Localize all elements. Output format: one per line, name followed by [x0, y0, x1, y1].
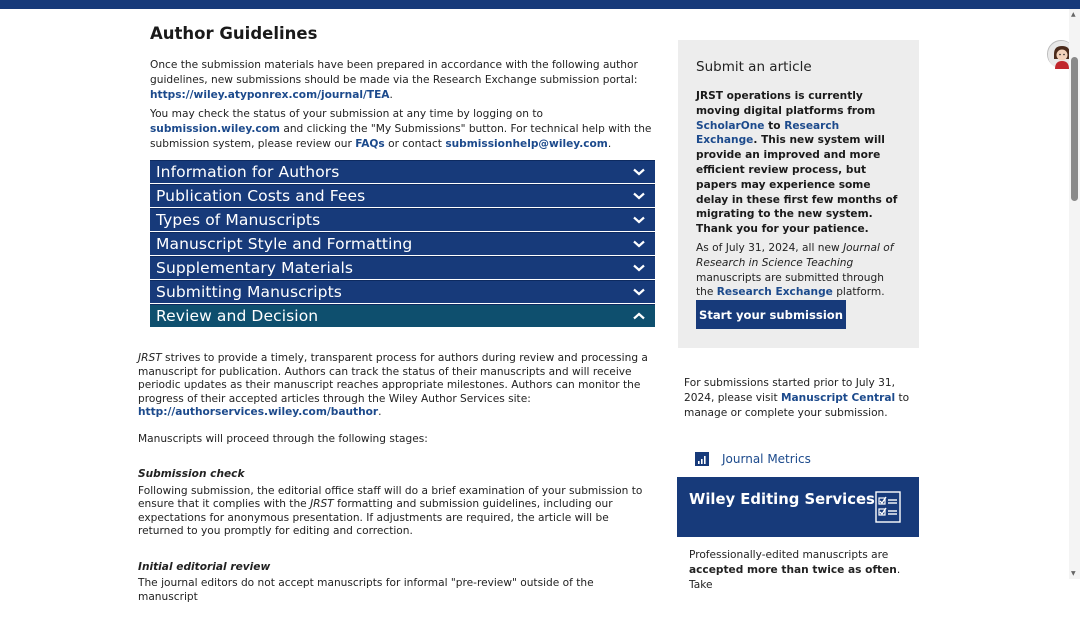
intro-paragraph-1 — [150, 58, 656, 103]
accordion-label: Types of Manuscripts — [156, 211, 321, 229]
review-decision-content — [138, 352, 650, 617]
journal-metrics-label: Journal Metrics — [722, 452, 811, 466]
accordion-label: Publication Costs and Fees — [156, 187, 366, 205]
notice-text: to — [764, 119, 785, 132]
intro-text: and clicking the "My Submissions" button. For technical help with the submission system, please review our — [150, 123, 652, 150]
submission-portal-link[interactable]: https://wiley.atyponrex.com/journal/TEA — [150, 89, 390, 101]
page-scrollbar[interactable] — [1069, 9, 1080, 579]
scholarone-link[interactable]: ScholarOne — [696, 119, 765, 132]
submission-wiley-link[interactable]: submission.wiley.com — [150, 123, 280, 135]
prof-text: . Take — [689, 564, 901, 591]
editing-title: Wiley Editing Services — [689, 491, 875, 508]
scroll-down-icon[interactable]: ▼ — [1071, 570, 1076, 577]
submission-date-note — [696, 241, 901, 300]
prior-text: to manage or complete your submission. — [684, 391, 910, 419]
chevron-down-icon — [631, 212, 647, 228]
research-exchange-link[interactable]: Research Exchange — [716, 286, 833, 299]
migration-notice — [696, 89, 901, 237]
checklist-icon — [875, 491, 901, 523]
review-paragraph-2: Manuscripts will proceed through the following stages: — [138, 432, 428, 445]
journal-abbrev: JRST — [310, 498, 334, 510]
accordion-label: Supplementary Materials — [156, 259, 354, 277]
submit-article-panel — [678, 40, 919, 348]
guidelines-accordion — [150, 160, 655, 328]
accordion-label: Submitting Manuscripts — [156, 283, 342, 301]
intro-period: . — [607, 138, 612, 150]
scroll-up-icon[interactable]: ▲ — [1071, 11, 1076, 18]
accordion-publication-costs[interactable] — [150, 184, 655, 208]
prior-text: For submissions started prior to July 31, 2024, please visit — [684, 377, 895, 404]
faqs-link[interactable]: FAQs — [355, 138, 385, 150]
chevron-down-icon — [631, 164, 647, 180]
accordion-manuscript-style[interactable] — [150, 232, 655, 256]
review-text: strives to provide a timely, transparent process for authors during review and processing a manuscript for publication. Authors can track the status of their manuscripts and will receive periodic updates as their manuscript reaches appropriate milestones. Authors can monitor the progress of their accepted articles through the Wiley Author Services site: — [138, 352, 648, 405]
submission-check-paragraph — [138, 485, 650, 539]
accordion-review-and-decision[interactable] — [150, 304, 655, 328]
initial-review-heading: Initial editorial review — [138, 560, 271, 573]
chevron-up-icon — [631, 308, 647, 324]
chevron-down-icon — [631, 284, 647, 300]
author-services-link[interactable]: http://authorservices.wiley.com/bauthor — [138, 406, 379, 418]
intro-text: or contact — [384, 138, 446, 150]
note-text: platform. — [832, 286, 885, 299]
start-submission-button[interactable]: Start your submission — [696, 300, 846, 329]
accordion-supplementary-materials[interactable] — [150, 256, 655, 280]
main-content — [150, 24, 656, 328]
top-banner — [0, 0, 1080, 9]
review-text: formatting and submission guidelines, including our expectations for anonymous presentation. If adjustments are required, the article will be returned to you promptly for editing and correction. — [138, 498, 613, 537]
review-paragraph-1 — [138, 352, 650, 420]
scrollbar-thumb[interactable] — [1071, 57, 1078, 201]
note-text: As of July 31, 2024, all new — [696, 241, 844, 254]
wiley-editing-banner[interactable] — [677, 477, 919, 537]
chevron-down-icon — [631, 260, 647, 276]
accordion-submitting-manuscripts[interactable] — [150, 280, 655, 304]
journal-abbrev: JRST — [138, 352, 162, 364]
manuscript-central-link[interactable]: Manuscript Central — [780, 391, 896, 404]
prior-submissions-note — [684, 376, 920, 420]
notice-text: . This new system will provide an improved and more efficient review process, but papers may experience some delay in these first few months of migrating to the new system. Thank you for your patience. — [696, 134, 898, 236]
journal-name: Journal of Research in Science Teaching — [696, 241, 894, 269]
review-period: . — [378, 406, 382, 418]
journal-metrics-link[interactable] — [695, 452, 811, 466]
editing-description — [689, 548, 915, 593]
intro-period: . — [389, 89, 393, 101]
intro-paragraph-2 — [150, 107, 656, 152]
chevron-down-icon — [631, 188, 647, 204]
submission-check-heading: Submission check — [138, 468, 245, 480]
prof-highlight: accepted more than twice as often — [689, 564, 897, 576]
accordion-types-of-manuscripts[interactable] — [150, 208, 655, 232]
page-title: Author Guidelines — [150, 24, 318, 43]
intro-text: You may check the status of your submission at any time by logging on to — [150, 108, 544, 120]
note-text: manuscripts are submitted through the — [696, 271, 884, 299]
intro — [150, 58, 656, 152]
submit-article-title: Submit an article — [696, 59, 812, 75]
submission-help-email-link[interactable]: submissionhelp@wiley.com — [445, 138, 608, 150]
initial-review-paragraph: The journal editors do not accept manuscripts for informal "pre-review" outside of the manuscript — [138, 577, 594, 603]
accordion-label: Manuscript Style and Formatting — [156, 235, 413, 253]
accordion-label: Review and Decision — [156, 307, 319, 325]
chevron-down-icon — [631, 236, 647, 252]
review-text: Following submission, the editorial office staff will do a brief examination of your submission to ensure that it complies with the — [138, 484, 643, 510]
accordion-label: Information for Authors — [156, 163, 340, 181]
notice-text: JRST operations is currently moving digital platforms from — [696, 90, 876, 117]
bar-chart-icon — [695, 452, 709, 466]
accordion-information-for-authors[interactable] — [150, 160, 655, 184]
prof-text: Professionally-edited manuscripts are — [689, 549, 889, 561]
research-exchange-link[interactable]: Research Exchange — [696, 119, 840, 147]
intro-text: Once the submission materials have been prepared in accordance with the following author guidelines, new submissions should be made via the Research Exchange submission portal: — [150, 59, 638, 86]
